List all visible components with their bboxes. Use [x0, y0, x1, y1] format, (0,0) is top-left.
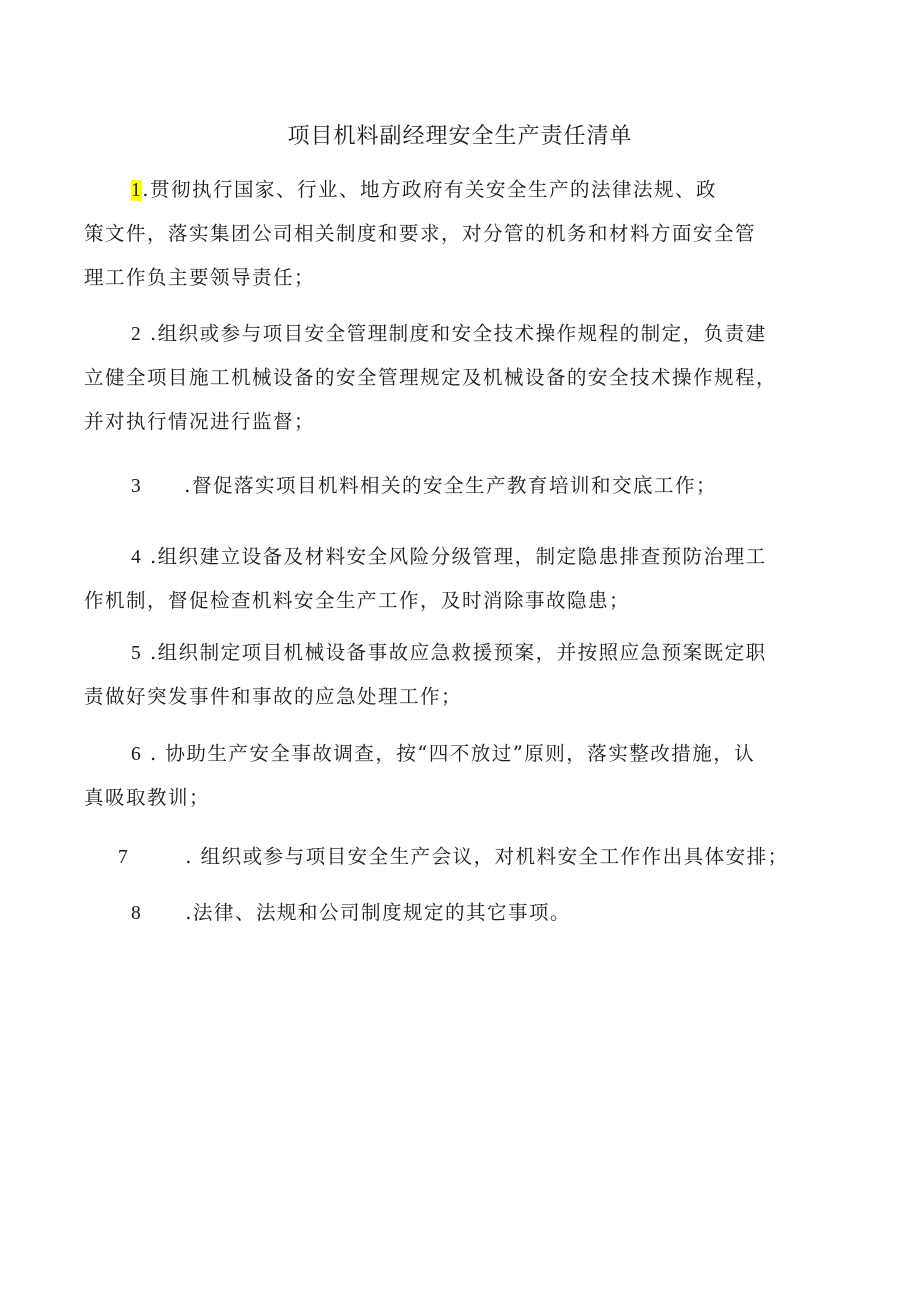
item-line: 真吸取教训；: [84, 786, 211, 809]
item-number: 7: [118, 847, 130, 868]
list-item: [118, 835, 870, 879]
list-item: [84, 168, 836, 300]
item-number: 8: [131, 903, 143, 924]
item-text: .组织制定项目机械设备事故应急救援预案，并按照应急预案既定职: [142, 641, 767, 664]
item-text: . 协助生产安全事故调查，按“四不放过”原则，落实整改措施，认: [142, 742, 756, 765]
item-line: [84, 631, 836, 675]
item-line: [84, 312, 836, 356]
item-text: .组织或参与项目安全管理制度和安全技术操作规程的制定，负责建: [142, 322, 767, 345]
item-line: [84, 535, 836, 579]
item-number: 5: [131, 643, 143, 664]
item-text: . 组织或参与项目安全生产会议，对机料安全工作作出具体安排；: [185, 845, 789, 868]
list-item: [84, 312, 836, 444]
list-item: [84, 732, 836, 820]
item-line: [84, 732, 836, 776]
list-item: [131, 891, 883, 935]
item-line: 理工作负主要领导责任；: [84, 266, 316, 289]
item-text: .法律、法规和公司制度规定的其它事项。: [185, 901, 571, 924]
document-title: 项目机料副经理安全生产责任清单: [287, 124, 633, 149]
item-line: 并对执行情况进行监督；: [84, 410, 316, 433]
item-line: [118, 835, 870, 879]
item-text: .督促落实项目机料相关的安全生产教育培训和交底工作；: [184, 474, 717, 497]
item-line: [131, 891, 883, 935]
item-line: [84, 168, 836, 212]
item-number: 4: [131, 547, 143, 568]
list-item: [84, 535, 836, 623]
item-line: [84, 464, 836, 508]
item-line: 作机制，督促检查机料安全生产工作，及时消除事故隐患；: [84, 589, 631, 612]
item-line: 立健全项目施工机械设备的安全管理规定及机械设备的安全技术操作规程，: [84, 366, 778, 389]
item-number: 3: [131, 476, 143, 497]
item-number: 6: [131, 744, 143, 765]
item-number-highlighted: 1: [131, 180, 143, 201]
item-line: 策文件，落实集团公司相关制度和要求，对分管的机务和材料方面安全管: [84, 222, 757, 245]
list-item: [84, 631, 836, 719]
item-text: .贯彻执行国家、行业、地方政府有关安全生产的法律法规、政: [142, 178, 717, 201]
list-item: [84, 464, 836, 508]
item-text: .组织建立设备及材料安全风险分级管理，制定隐患排查预防治理工: [142, 545, 767, 568]
item-line: 责做好突发事件和事故的应急处理工作；: [84, 685, 463, 708]
item-number: 2: [131, 324, 143, 345]
